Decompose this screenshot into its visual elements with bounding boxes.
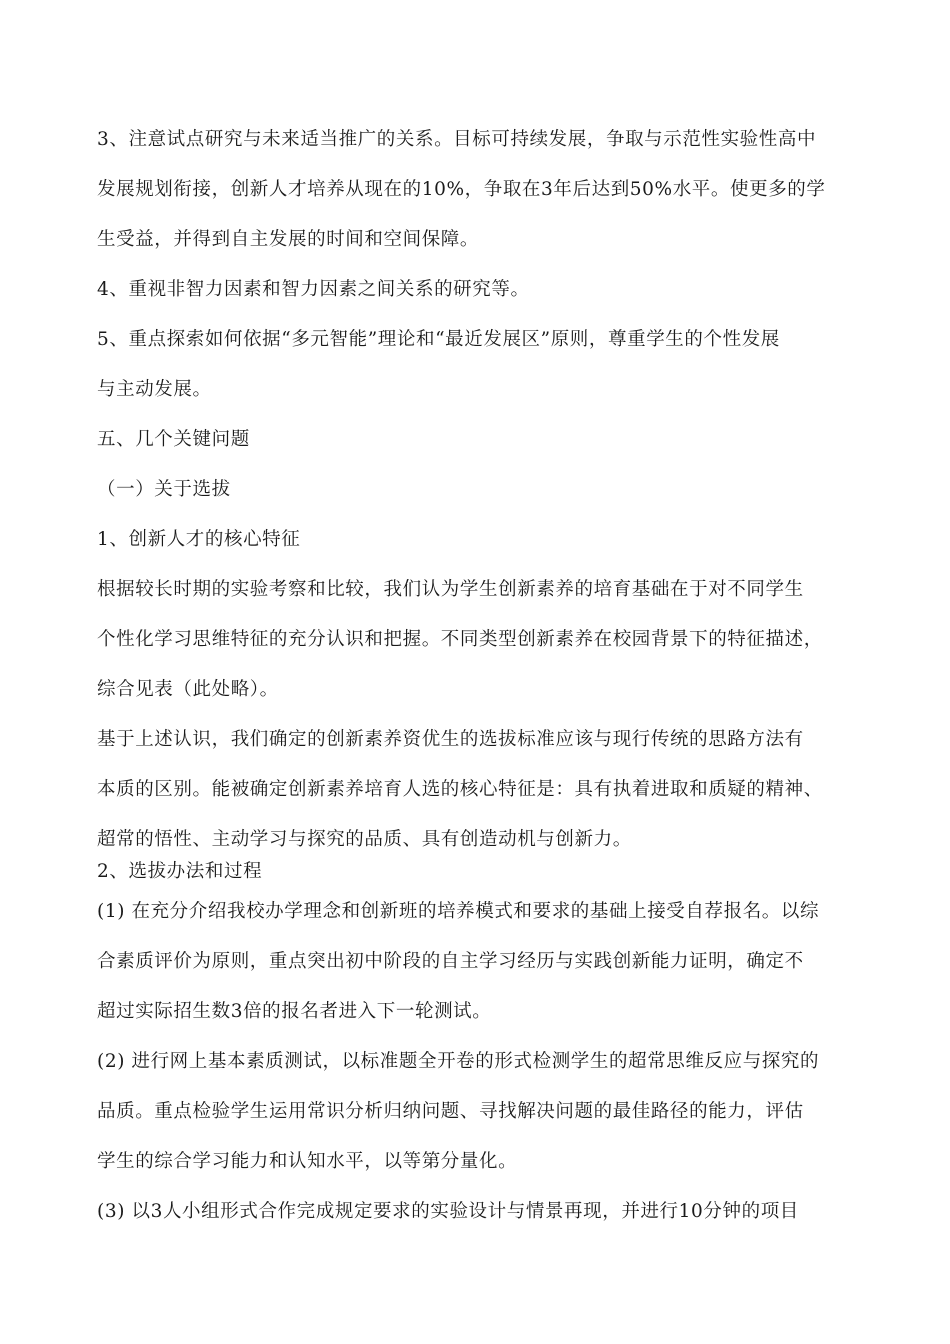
text-line: 本质的区别。能被确定创新素养培育人选的核心特征是：具有执着进取和质疑的精神、 xyxy=(97,779,823,800)
text-line: 3、注意试点研究与未来适当推广的关系。目标可持续发展，争取与示范性实验性高中 xyxy=(97,129,817,150)
text-line: 4、重视非智力因素和智力因素之间关系的研究等。 xyxy=(97,279,530,300)
text-line: (1) 在充分介绍我校办学理念和创新班的培养模式和要求的基础上接受自荐报名。以综 xyxy=(97,901,820,922)
text-line: 合素质评价为原则，重点突出初中阶段的自主学习经历与实践创新能力证明，确定不 xyxy=(97,951,804,972)
section-heading: 五、几个关键问题 xyxy=(97,429,250,450)
text-line: 超过实际招生数3倍的报名者进入下一轮测试。 xyxy=(97,1001,492,1022)
text-line: 基于上述认识，我们确定的创新素养资优生的选拔标准应该与现行传统的思路方法有 xyxy=(97,729,804,750)
subsection-heading: （一）关于选拔 xyxy=(97,479,231,500)
text-line: (3) 以3人小组形式合作完成规定要求的实验设计与情景再现，并进行10分钟的项目 xyxy=(97,1201,799,1222)
text-line: 与主动发展。 xyxy=(97,379,212,400)
text-line: 学生的综合学习能力和认知水平，以等第分量化。 xyxy=(97,1151,518,1172)
text-line: 综合见表（此处略）。 xyxy=(97,679,279,700)
text-line: 个性化学习思维特征的充分认识和把握。不同类型创新素养在校园背景下的特征描述， xyxy=(97,629,823,650)
text-line: 超常的悟性、主动学习与探究的品质、具有创造动机与创新力。 xyxy=(97,829,632,850)
text-line: 发展规划衔接，创新人才培养从现在的10%，争取在3年后达到50%水平。使更多的学 xyxy=(97,179,826,200)
text-line: (2) 进行网上基本素质测试，以标准题全开卷的形式检测学生的超常思维反应与探究的 xyxy=(97,1051,820,1072)
text-line: 品质。重点检验学生运用常识分析归纳问题、寻找解决问题的最佳路径的能力，评估 xyxy=(97,1101,804,1122)
item-heading: 2、选拔办法和过程 xyxy=(97,861,263,882)
item-heading: 1、创新人才的核心特征 xyxy=(97,529,301,550)
text-line: 根据较长时期的实验考察和比较，我们认为学生创新素养的培育基础在于对不同学生 xyxy=(97,579,804,600)
text-line: 生受益，并得到自主发展的时间和空间保障。 xyxy=(97,229,480,250)
text-line: 5、重点探索如何依据“多元智能”理论和“最近发展区”原则，尊重学生的个性发展 xyxy=(97,329,780,350)
